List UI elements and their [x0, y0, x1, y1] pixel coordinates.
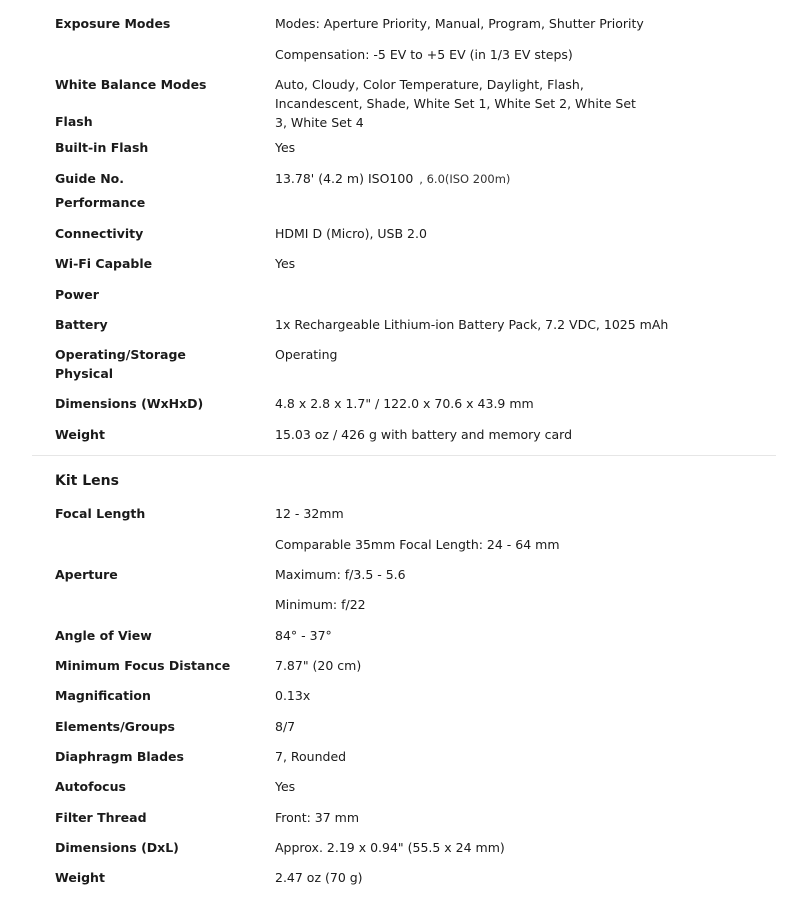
spec-value: HDMI D (Micro), USB 2.0	[275, 226, 427, 241]
section-title-kit-lens: Kit Lens	[55, 473, 119, 489]
spec-label: Diaphragm Blades	[55, 749, 184, 764]
spec-label: Operating/Storage	[55, 347, 186, 362]
spec-label: Filter Thread	[55, 810, 147, 825]
spec-label: Weight	[55, 427, 105, 442]
spec-label: Built-in Flash	[55, 140, 149, 155]
spec-label: Aperture	[55, 567, 118, 582]
spec-value: 0.13x	[275, 688, 311, 703]
spec-value	[275, 169, 655, 189]
spec-label: Wi-Fi Capable	[55, 256, 153, 271]
spec-value: Auto, Cloudy, Color Temperature, Daylight, Flash, Incandescent, Shade, White Set 1, White Set 2, White Set 3, White Set 4	[275, 77, 636, 130]
spec-value: Yes	[275, 256, 296, 271]
spec-value: Approx. 2.19 x 0.94" (55.5 x 24 mm)	[275, 840, 505, 855]
spec-value-extra: , 6.0(ISO 200m)	[419, 172, 511, 186]
spec-label: Weight	[55, 870, 105, 885]
spec-value: Maximum: f/3.5 - 5.6	[275, 567, 406, 582]
spec-value: 15.03 oz / 426 g with battery and memory card	[275, 427, 573, 442]
spec-value: 12 - 32mm	[275, 506, 344, 521]
spec-value: Operating	[275, 347, 338, 362]
spec-label: Minimum Focus Distance	[55, 658, 231, 673]
spec-label: Focal Length	[55, 506, 146, 521]
spec-value-main: 13.78' (4.2 m) ISO100	[275, 171, 414, 186]
spec-label: Performance	[55, 195, 146, 210]
spec-value: 4.8 x 2.8 x 1.7" / 122.0 x 70.6 x 43.9 mm	[275, 396, 534, 411]
spec-value: Compensation: -5 EV to +5 EV (in 1/3 EV steps)	[275, 47, 573, 62]
spec-value: Minimum: f/22	[275, 597, 366, 612]
spec-value: 2.47 oz (70 g)	[275, 870, 363, 885]
spec-label: Elements/Groups	[55, 719, 175, 734]
spec-label: Magnification	[55, 688, 151, 703]
spec-value: 84° - 37°	[275, 628, 332, 643]
spec-label: Battery	[55, 317, 108, 332]
spec-value: 8/7	[275, 719, 296, 734]
spec-label: Dimensions (WxHxD)	[55, 396, 204, 411]
spec-value: Yes	[275, 140, 296, 155]
spec-value: Modes: Aperture Priority, Manual, Program, Shutter Priority	[275, 16, 644, 31]
spec-label: Dimensions (DxL)	[55, 840, 179, 855]
spec-label: Physical	[55, 366, 114, 381]
spec-label: White Balance Modes	[55, 77, 207, 92]
spec-label: Power	[55, 287, 99, 302]
spec-value: Comparable 35mm Focal Length: 24 - 64 mm	[275, 537, 560, 552]
spec-value: 7, Rounded	[275, 749, 347, 764]
spec-label: Autofocus	[55, 779, 126, 794]
spec-label: Angle of View	[55, 628, 152, 643]
spec-value: 7.87" (20 cm)	[275, 658, 362, 673]
spec-value: Front: 37 mm	[275, 810, 360, 825]
spec-value: 1x Rechargeable Lithium-ion Battery Pack, 7.2 VDC, 1025 mAh	[275, 317, 669, 332]
spec-label: Flash	[55, 114, 93, 129]
section-divider	[32, 455, 776, 456]
spec-label: Connectivity	[55, 226, 144, 241]
spec-value: Yes	[275, 779, 296, 794]
spec-label: Exposure Modes	[55, 16, 171, 31]
spec-label: Guide No.	[55, 171, 125, 186]
